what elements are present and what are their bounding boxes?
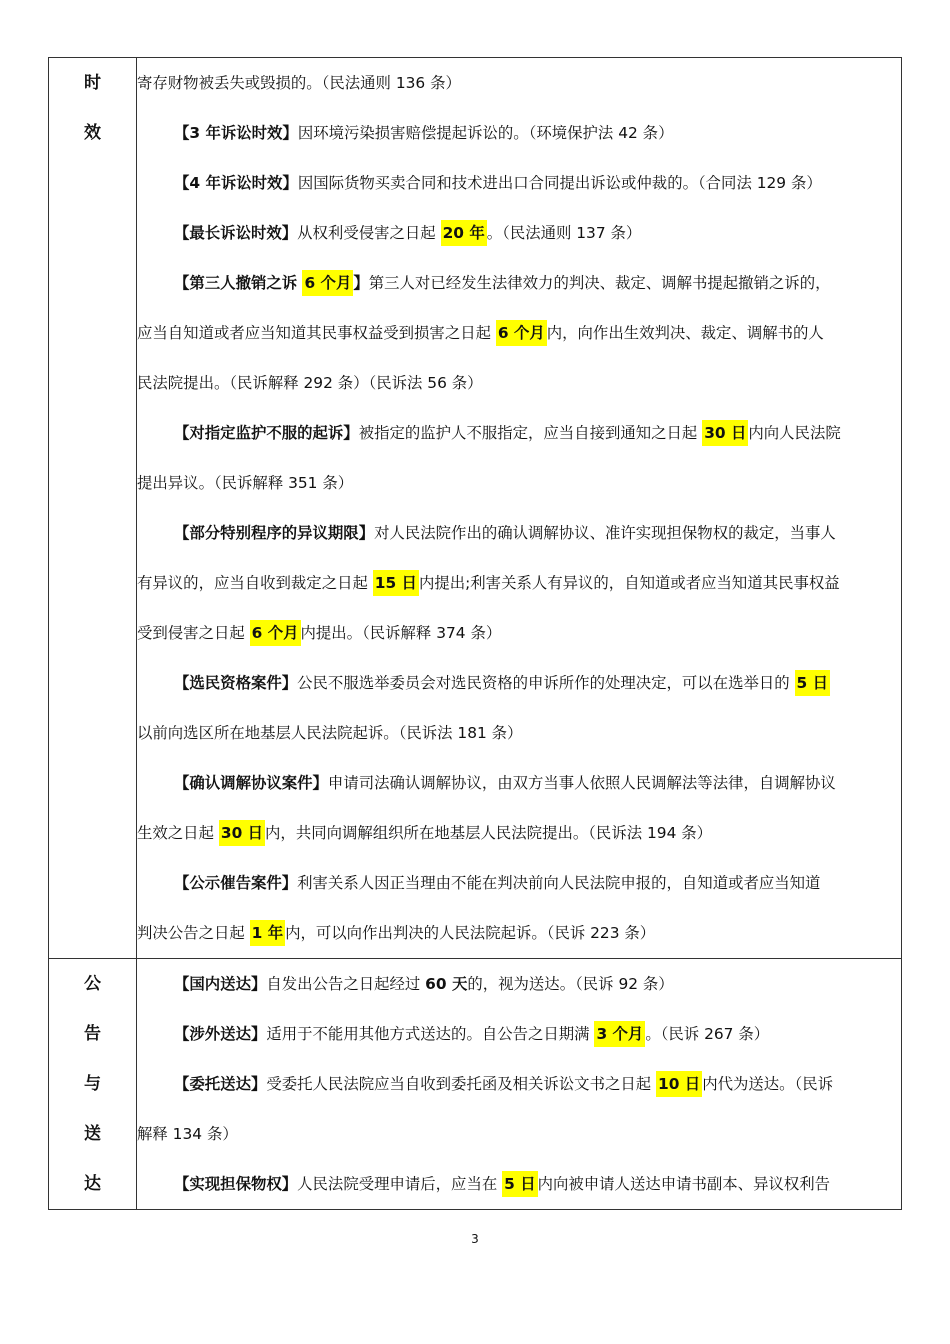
- section-header-char: 时: [84, 73, 101, 93]
- bold-term: 【3 年诉讼时效】: [174, 124, 298, 142]
- text-line: [137, 858, 901, 908]
- section-row: [49, 959, 902, 1210]
- text-line: [137, 1059, 901, 1109]
- text-run: 受委托人民法院应当自收到委托函及相关诉讼文书之日起: [266, 1075, 657, 1093]
- section-row: [49, 58, 902, 959]
- highlighted-period: 1 年: [250, 920, 285, 946]
- text-run: 内，共同向调解组织所在地基层人民法院提出。（民诉法 194 条）: [265, 824, 713, 842]
- highlighted-period: 6 个月: [496, 320, 547, 346]
- text-run: 以前向选区所在地基层人民法院起诉。（民诉法 181 条）: [137, 724, 523, 742]
- text-line: [137, 208, 901, 258]
- highlighted-period: 5 日: [502, 1171, 537, 1197]
- bold-term: 【4 年诉讼时效】: [174, 174, 298, 192]
- section-header-char: 告: [84, 1024, 101, 1044]
- text-run: 。（民法通则 137 条）: [486, 224, 642, 242]
- text-line: [137, 658, 901, 708]
- text-run: 公民不服选举委员会对选民资格的申诉所作的处理决定，可以在选举日的: [297, 674, 795, 692]
- text-run: 内提出;利害关系人有异议的，自知道或者应当知道其民事权益: [418, 574, 840, 592]
- section-content: [137, 959, 902, 1210]
- text-run: 因环境污染损害赔偿提起诉讼的。（环境保护法 42 条）: [297, 124, 674, 142]
- text-line: [137, 708, 901, 758]
- highlighted-period: 20 年: [441, 220, 487, 246]
- bold-term: 】: [353, 274, 369, 292]
- bold-term: 【最长诉讼时效】: [174, 224, 298, 242]
- section-content: [137, 58, 902, 959]
- text-line: [137, 908, 901, 958]
- text-line: [137, 508, 901, 558]
- bold-term: 【委托送达】: [174, 1075, 267, 1093]
- text-line: [137, 1109, 901, 1159]
- bold-term: 【第三人撤销之诉: [174, 274, 303, 292]
- text-run: 申请司法确认调解协议，由双方当事人依照人民调解法等法律，自调解协议: [327, 774, 836, 792]
- text-line: [137, 308, 901, 358]
- text-run: 内向人民法院: [748, 424, 841, 442]
- text-run: 内，可以向作出判决的人民法院起诉。（民诉 223 条）: [285, 924, 656, 942]
- bold-term: 【对指定监护不服的起诉】: [174, 424, 359, 442]
- text-run: 人民法院受理申请后，应当在: [297, 1175, 503, 1193]
- text-run: 寄存财物被丢失或毁损的。（民法通则 136 条）: [137, 74, 461, 92]
- highlighted-period: 15 日: [373, 570, 419, 596]
- text-run: 利害关系人因正当理由不能在判决前向人民法院申报的，自知道或者应当知道: [297, 874, 821, 892]
- text-run: 因国际货物买卖合同和技术进出口合同提出诉讼或仲裁的。（合同法 129 条）: [297, 174, 822, 192]
- text-line: [137, 258, 901, 308]
- text-line: [137, 608, 901, 658]
- text-line: [137, 1009, 901, 1059]
- section-header-char: 公: [84, 974, 101, 994]
- page-number: 3: [471, 1232, 479, 1246]
- text-run: 被指定的监护人不服指定，应当自接到通知之日起: [358, 424, 703, 442]
- text-run: 判决公告之日起: [137, 924, 250, 942]
- section-header-char: 达: [84, 1174, 101, 1194]
- text-line: [137, 408, 901, 458]
- text-run: 内代为送达。（民诉: [702, 1075, 834, 1093]
- bold-term: 60 天: [425, 975, 468, 993]
- text-run: 生效之日起: [137, 824, 219, 842]
- text-run: 提出异议。（民诉解释 351 条）: [137, 474, 354, 492]
- text-run: 适用于不能用其他方式送达的。自公告之日期满: [266, 1025, 595, 1043]
- section-header-char: 与: [84, 1074, 101, 1094]
- text-line: [137, 1159, 901, 1209]
- text-run: 。（民诉 267 条）: [645, 1025, 770, 1043]
- section-header-char: 送: [84, 1124, 101, 1144]
- text-run: 受到侵害之日起: [137, 624, 250, 642]
- text-line: [137, 959, 901, 1009]
- text-run: 对人民法院作出的确认调解协议、准许实现担保物权的裁定，当事人: [374, 524, 836, 542]
- text-line: [137, 758, 901, 808]
- highlighted-period: 10 日: [656, 1071, 702, 1097]
- bold-term: 【实现担保物权】: [174, 1175, 298, 1193]
- text-line: [137, 108, 901, 158]
- bold-term: 【公示催告案件】: [174, 874, 298, 892]
- text-run: 应当自知道或者应当知道其民事权益受到损害之日起: [137, 324, 496, 342]
- text-run: 第三人对已经发生法律效力的判决、裁定、调解书提起撤销之诉的，: [368, 274, 831, 292]
- text-line: [137, 558, 901, 608]
- text-run: 从权利受侵害之日起: [297, 224, 441, 242]
- text-run: 解释 134 条）: [137, 1125, 238, 1143]
- law-table: [48, 57, 902, 1210]
- text-run: 自发出公告之日起经过: [266, 975, 426, 993]
- text-line: [137, 158, 901, 208]
- text-run: 内向被申请人送达申请书副本、异议权利告: [537, 1175, 831, 1193]
- section-header: [49, 959, 137, 1210]
- text-run: 民法院提出。（民诉解释 292 条）（民诉法 56 条）: [137, 374, 483, 392]
- text-run: 内，向作出生效判决、裁定、调解书的人: [546, 324, 824, 342]
- text-run: 内提出。（民诉解释 374 条）: [300, 624, 502, 642]
- bold-term: 【选民资格案件】: [174, 674, 298, 692]
- text-line: [137, 458, 901, 508]
- highlighted-period: 30 日: [219, 820, 265, 846]
- bold-term: 【部分特别程序的异议期限】: [174, 524, 375, 542]
- section-header: [49, 58, 137, 959]
- section-header-char: 效: [84, 123, 101, 143]
- bold-term: 【国内送达】: [174, 975, 267, 993]
- highlighted-period: 6 个月: [250, 620, 301, 646]
- bold-term: 【确认调解协议案件】: [174, 774, 328, 792]
- text-run: 的，视为送达。（民诉 92 条）: [467, 975, 674, 993]
- highlighted-period: 30 日: [702, 420, 748, 446]
- text-line: [137, 58, 901, 108]
- text-run: 有异议的，应当自收到裁定之日起: [137, 574, 373, 592]
- text-line: [137, 808, 901, 858]
- text-line: [137, 358, 901, 408]
- highlighted-period: 5 日: [795, 670, 830, 696]
- bold-term: 【涉外送达】: [174, 1025, 267, 1043]
- highlighted-period: 6 个月: [302, 270, 353, 296]
- highlighted-period: 3 个月: [594, 1021, 645, 1047]
